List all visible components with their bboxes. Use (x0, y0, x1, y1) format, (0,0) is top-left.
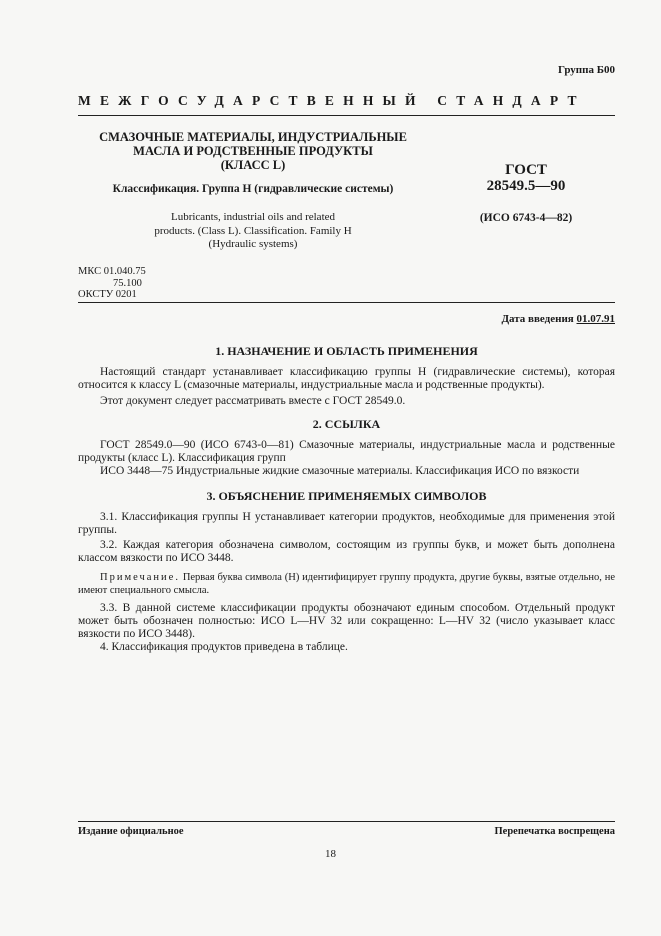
title-line-2: МАСЛА И РОДСТВЕННЫЕ ПРОДУКТЫ (133, 144, 373, 158)
note-label: Примечание. (100, 572, 180, 583)
section-3-paragraph-2: 3.2. Каждая категория обозначена символом, состоящим из группы букв, и может быть дополнена классом вязкости по ИСО 3448. (78, 539, 615, 564)
effective-date (501, 313, 615, 325)
section-2-paragraph-1: ГОСТ 28549.0—90 (ИСО 6743-0—81) Смазочные материалы, индустриальные масла и родственные продукты (класс L). Классификация групп (78, 439, 615, 464)
top-rule (78, 115, 615, 116)
title-line-1: СМАЗОЧНЫЕ МАТЕРИАЛЫ, ИНДУСТРИАЛЬНЫЕ (99, 130, 407, 144)
section-3-paragraph-3: 3.3. В данной системе классификации продукты обозначают единым способом. Отдельный продукт может быть обозначен полностью: ИСО L—HV 32 или сокращенно: L—HV 32 (число указывает класс вязкости по ИСО 3448). (78, 602, 615, 640)
section-1-heading: 1. НАЗНАЧЕНИЕ И ОБЛАСТЬ ПРИМЕНЕНИЯ (215, 344, 478, 358)
footer-rule (78, 821, 615, 822)
group-code: Группа Б00 (558, 64, 615, 76)
iso-equivalent: (ИСО 6743-4—82) (479, 212, 573, 224)
english-title-line-3: (Hydraulic systems) (208, 238, 298, 250)
english-title-line-1: Lubricants, industrial oils and related (170, 211, 336, 223)
english-title (78, 211, 428, 252)
okstu-code: ОКСТУ 0201 (78, 289, 137, 300)
official-edition: Издание официальное (78, 826, 184, 837)
english-title-line-2: products. (Class L). Classification. Family H (154, 224, 352, 237)
gost-designation (466, 162, 586, 194)
effective-date-value: 01.07.91 (576, 313, 615, 325)
effective-date-label: Дата введения (501, 313, 574, 325)
section-3-note (78, 571, 615, 597)
classification-codes (78, 266, 146, 301)
section-3-paragraph-1: 3.1. Классификация группы H устанавливает категории продуктов, необходимые для применения этой группы. (78, 511, 615, 536)
mks-code-1: МКС 01.040.75 (78, 266, 146, 277)
standard-banner: МЕЖГОСУДАРСТВЕННЫЙ СТАНДАРТ (78, 93, 586, 108)
document-body (78, 345, 615, 654)
section-1-paragraph-2: Этот документ следует рассматривать вместе с ГОСТ 28549.0. (100, 395, 406, 407)
section-3-paragraph-4: 4. Классификация продуктов приведена в таблице. (100, 641, 348, 653)
page-number: 18 (325, 848, 336, 860)
reprint-prohibited: Перепечатка воспрещена (494, 826, 615, 837)
gost-number: 28549.5—90 (486, 178, 566, 194)
title-line-3: (КЛАСС L) (220, 158, 286, 172)
note-text: Первая буква символа (H) идентифицирует группу продукта, другие буквы, взятые отдельно, не имеют специального смысла. (78, 572, 615, 596)
section-2-heading: 2. ССЫЛКА (312, 417, 381, 431)
section-2-paragraph-2: ИСО 3448—75 Индустриальные жидкие смазочные материалы. Классификация ИСО по вязкости (100, 465, 580, 477)
section-1-paragraph-1: Настоящий стандарт устанавливает классификацию группы H (гидравлические системы), которая относится к классу L (смазочные материалы, индустриальные масла и родственные продукты). (78, 366, 615, 391)
section-3-heading: 3. ОБЪЯСНЕНИЕ ПРИМЕНЯЕМЫХ СИМВОЛОВ (206, 489, 487, 503)
mks-code-2: 75.100 (113, 277, 142, 289)
gost-label: ГОСТ (505, 162, 547, 178)
classification-subtitle: Классификация. Группа H (гидравлические системы) (112, 183, 394, 195)
header-rule (78, 302, 615, 303)
document-title (78, 130, 428, 172)
